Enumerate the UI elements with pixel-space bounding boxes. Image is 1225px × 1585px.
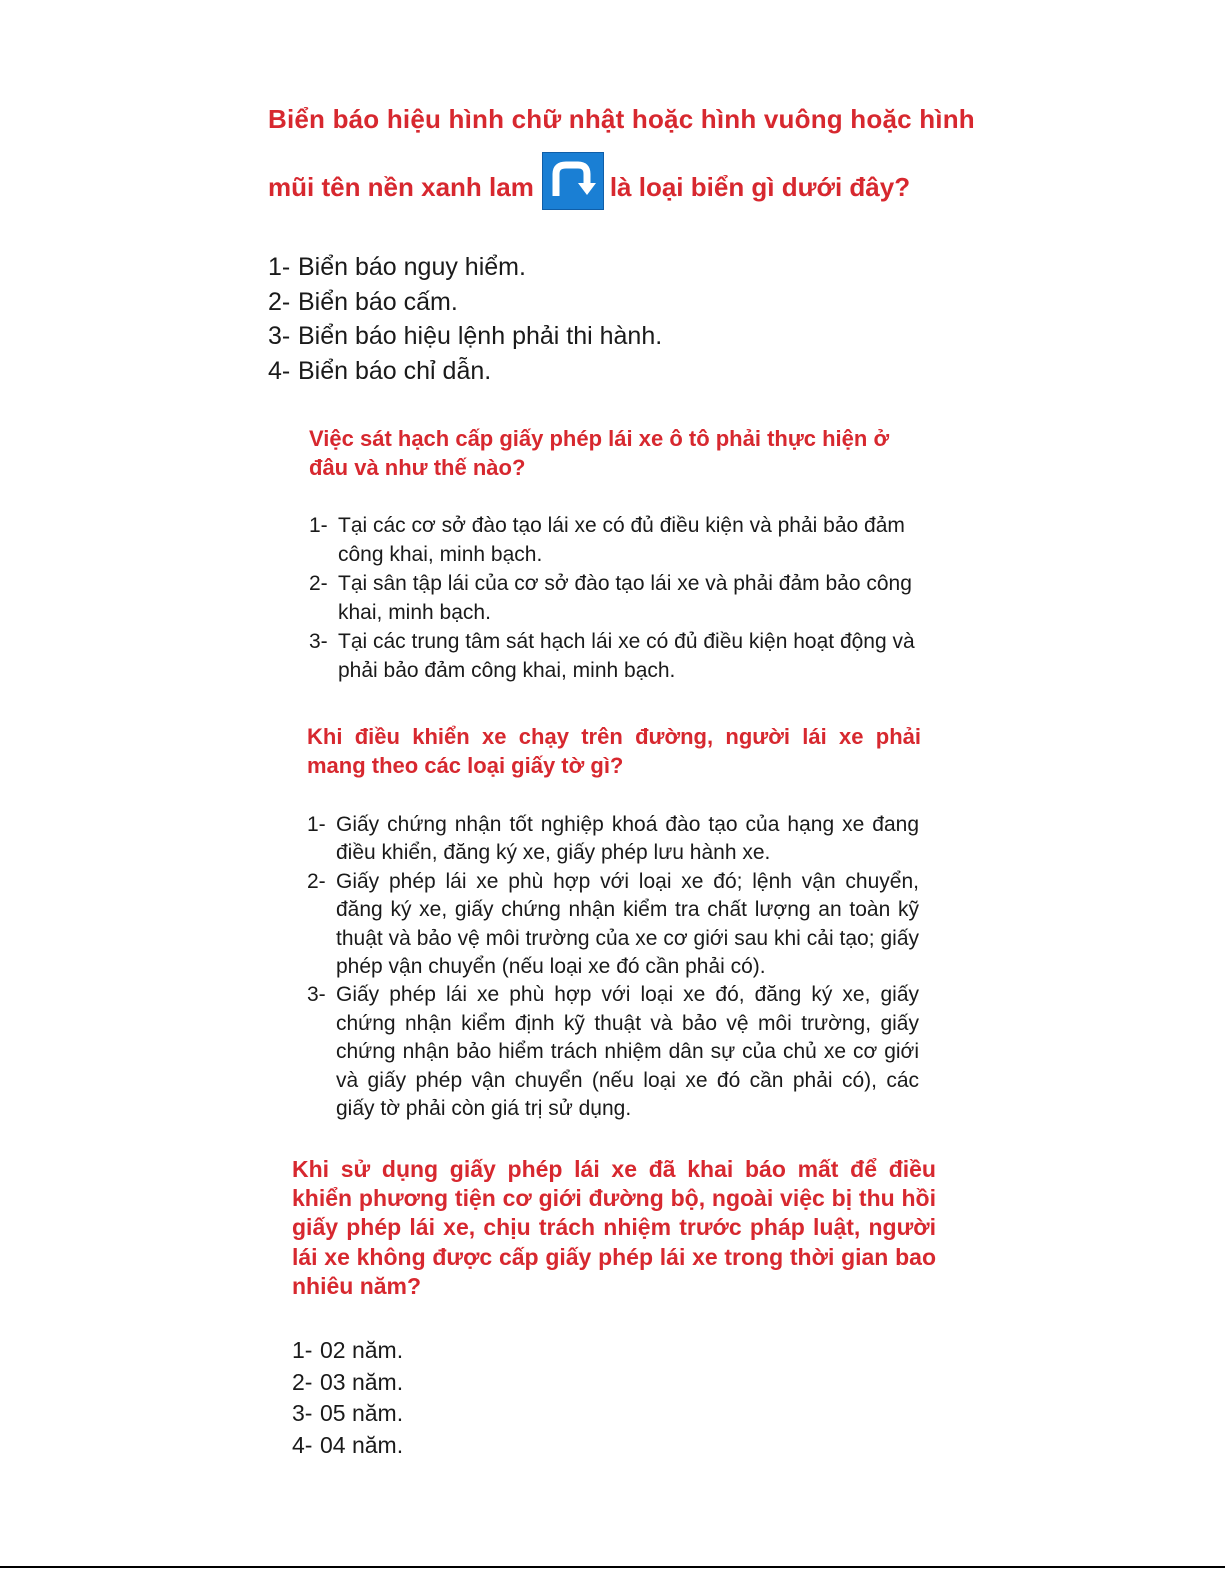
- answer-text: Giấy phép lái xe phù hợp với loại xe đó, đăng ký xe, giấy chứng nhận kiểm định kỹ thuật và bảo vệ môi trường, giấy chứng nhận bảo hiểm trách nhiệm dân sự của chủ xe cơ giới và giấy phép vận chuyển (nếu loại xe đó cần phải có), các giấy tờ phải còn giá trị sử dụng.: [336, 983, 919, 1121]
- answer-number: 1-: [268, 253, 291, 281]
- answer-text: 04 năm.: [320, 1432, 404, 1459]
- answer-number: 3-: [307, 983, 326, 1007]
- answer-number: 1-: [292, 1337, 313, 1363]
- question-2-title: Việc sát hạch cấp giấy phép lái xe ô tô phải thực hiện ở đâu và như thế nào?: [309, 426, 890, 480]
- answer-text: Biển báo cấm.: [298, 287, 458, 316]
- answer-option: [268, 319, 662, 354]
- answer-option: [268, 285, 662, 320]
- answer-option: [309, 512, 919, 569]
- answer-option: [292, 1335, 403, 1367]
- answer-number: 2-: [268, 287, 291, 316]
- answer-text: Tại các cơ sở đào tạo lái xe có đủ điều kiện và phải bảo đảm công khai, minh bạch.: [338, 514, 905, 566]
- answer-number: 2-: [309, 572, 328, 595]
- page-bottom-rule: [0, 1566, 1225, 1568]
- answer-number: 4-: [292, 1432, 313, 1459]
- answer-option: [307, 811, 919, 868]
- answer-option: [292, 1367, 403, 1399]
- answer-number: 3-: [309, 630, 328, 653]
- answer-number: 2-: [292, 1368, 313, 1395]
- question-3-title: Khi điều khiển xe chạy trên đường, người lái xe phải mang theo các loại giấy tờ gì?: [307, 724, 921, 778]
- answer-option: [309, 570, 919, 627]
- question-1-title-line2: [268, 158, 910, 216]
- answer-text: Tại các trung tâm sát hạch lái xe có đủ điều kiện hoạt động và phải bảo đảm công khai, minh bạch.: [338, 630, 915, 682]
- answer-number: 4-: [268, 356, 291, 385]
- question-1-title-line1: Biển báo hiệu hình chữ nhật hoặc hình vuông hoặc hình: [268, 104, 975, 134]
- answer-text: 03 năm.: [320, 1368, 404, 1395]
- answer-text: 02 năm.: [320, 1337, 404, 1363]
- answer-option: [307, 868, 919, 982]
- answer-number: 1-: [307, 813, 326, 836]
- answer-option: [268, 250, 662, 285]
- question-3-answers: [307, 811, 919, 1123]
- answer-text: 05 năm.: [320, 1400, 404, 1427]
- answer-text: Biển báo hiệu lệnh phải thi hành.: [298, 322, 663, 350]
- answer-option: [292, 1430, 403, 1462]
- answer-number: 3-: [292, 1400, 313, 1427]
- answer-text: Giấy chứng nhận tốt nghiệp khoá đào tạo của hạng xe đang điều khiển, đăng ký xe, giấy phép lưu hành xe.: [336, 813, 919, 865]
- answer-option: [292, 1398, 403, 1430]
- answer-number: 2-: [307, 869, 326, 893]
- question-1-answers: [268, 250, 662, 388]
- answer-option: [268, 354, 662, 389]
- answer-option: [309, 628, 919, 685]
- answer-text: Biển báo chỉ dẫn.: [298, 356, 492, 385]
- answer-text: Biển báo nguy hiểm.: [298, 253, 526, 281]
- question-4-title: Khi sử dụng giấy phép lái xe đã khai báo mất để điều khiển phương tiện cơ giới đường bộ, ngoài việc bị thu hồi giấy phép lái xe, chịu trách nhiệm trước pháp luật, người lái xe không được cấp giấy phép lái xe trong thời gian bao nhiêu năm?: [292, 1156, 936, 1299]
- question-1-title-before-sign: mũi tên nền xanh lam: [268, 171, 534, 202]
- question-1-title-after-sign: là loại biển gì dưới đây?: [609, 171, 911, 202]
- question-2-answers: [309, 512, 919, 686]
- answer-text: Giấy phép lái xe phù hợp với loại xe đó; lệnh vận chuyển, đăng ký xe, giấy chứng nhận kiểm tra chất lượng an toàn kỹ thuật và bảo vệ môi trường của xe cơ giới sau khi cải tạo; giấy phép vận chuyển (nếu loại xe đó cần phải có).: [336, 869, 919, 979]
- answer-number: 1-: [309, 514, 328, 537]
- answer-text: Tại sân tập lái của cơ sở đào tạo lái xe và phải đảm bảo công khai, minh bạch.: [338, 572, 912, 624]
- answer-option: [307, 981, 919, 1123]
- answer-number: 3-: [268, 322, 291, 350]
- question-4-answers: [292, 1335, 403, 1462]
- blue-direction-sign-icon: [542, 152, 604, 210]
